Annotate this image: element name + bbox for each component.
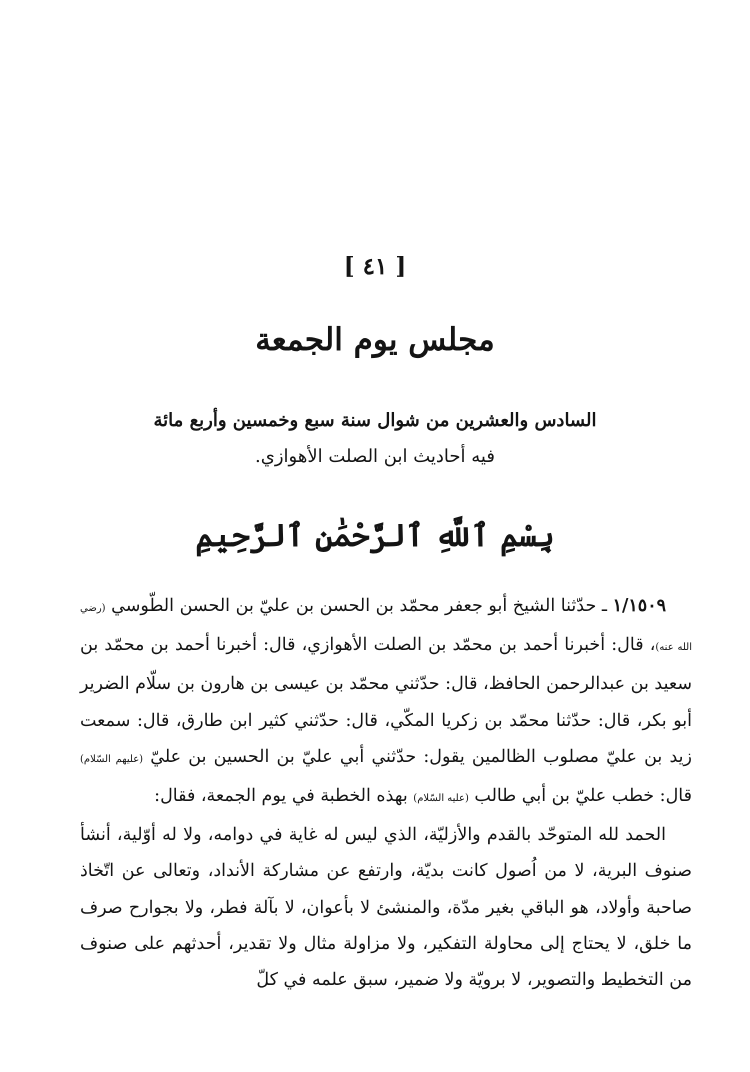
sermon-paragraph: الحمد لله المتوحّد بالقدم والأزليّة، الذي ليس له غاية في دوامه، ولا له أوّلية، أنشأ صنوف البرية، لا من اُصول كانت بديّة، وارتفع عن مشاركة الأنداد، وتعالى عن اتّخاذ صاحبة وأولاد، هو الباقي بغير مدّة، والمنشئ لا بأعوان، لا بآلة فطر، ولا بجوارح صرف ما خلق، لا يحتاج إلى محاولة التفكير، ولا مزاولة مثال ولا تقدير، أحدثهم على صنوف من التخطيط والتصوير، لا برويّة ولا ضمير، سبق علمه في كلّ bbox=[80, 825, 692, 991]
isnad-text-4: بهذه الخطبة في يوم الجمعة، فقال: bbox=[154, 786, 414, 807]
honorific-note-1: (رضي الله عنه) bbox=[80, 603, 692, 654]
basmala: بِسْمِ ٱللَّهِ ٱلرَّحْمَٰنِ ٱلرَّحِيمِ bbox=[195, 518, 555, 554]
honorific-note-2: (عليهم السّلام) bbox=[80, 753, 144, 765]
body-text bbox=[80, 588, 692, 998]
section-number: [ ٤١ ] bbox=[343, 253, 407, 280]
hadith-number: ١/١٥٠٩ bbox=[612, 596, 666, 616]
date-line: السادس والعشرين من شوال سنة سبع وخمسين وأربع مائة bbox=[153, 410, 597, 431]
contents-line: فيه أحاديث ابن الصلت الأهوازي. bbox=[255, 446, 495, 467]
honorific-note-3: (عليه السّلام) bbox=[413, 793, 469, 805]
isnad-text-1: ـ حدّثنا الشيخ أبو جعفر محمّد بن الحسن بن عليّ بن الحسن الطّوسي bbox=[105, 596, 613, 616]
isnad-text-3: قال: خطب عليّ بن أبي طالب bbox=[468, 786, 692, 807]
section-title: مجلس يوم الجمعة bbox=[255, 322, 495, 358]
isnad-text-2: ، قال: أخبرنا أحمد بن محمّد بن الصلت الأهوازي، قال: أخبرنا أحمد بن محمّد بن سعيد بن عبدالرحمن الحافظ، قال: حدّثني محمّد بن عيسى بن هارون بن سلّام الضرير أبو بكر، قال: حدّثنا محمّد بن زكريا المكّي، قال: حدّثني كثير ابن طارق، قال: سمعت زيد بن عليّ مصلوب الظالمين يقول: حدّثني أبي عليّ بن الحسين بن عليّ bbox=[80, 635, 692, 767]
hadith-paragraph bbox=[80, 588, 692, 817]
